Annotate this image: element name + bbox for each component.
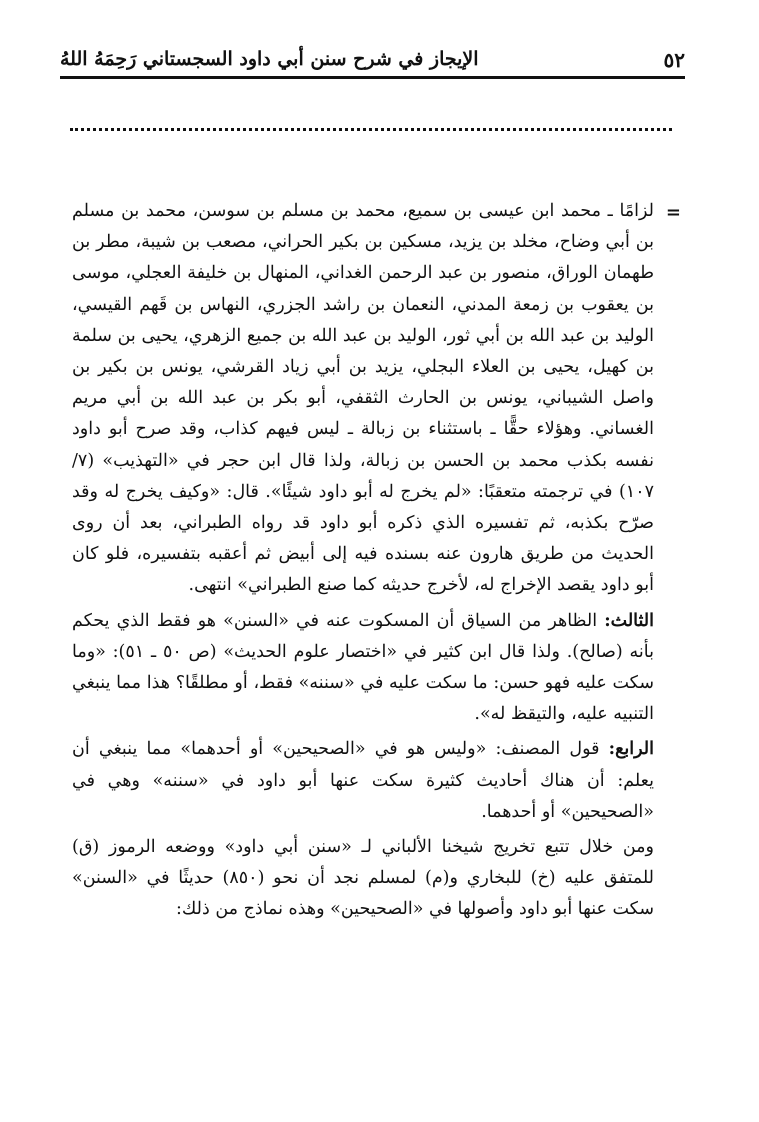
page-header: [60, 40, 685, 79]
page-number: ٥٢: [663, 48, 685, 72]
paragraph-2: [72, 606, 654, 731]
paragraph-text: الظاهر من السياق أن المسكوت عنه في «السنن» هو فقط الذي يحكم بأنه (صالح). ولذا قال ابن كثير في «اختصار علوم الحديث» (ص ٥٠ ـ ٥١): «وما سكت عليه فهو حسن: ما سكت عليه في «سننه» فقط، أو مطلقًا؟ هذا مما ينبغي التنبيه عليه، والتيقظ له».: [72, 610, 654, 725]
paragraph-lead: الرابع:: [608, 739, 654, 760]
dotted-separator: [70, 128, 672, 131]
running-title: الإيجاز في شرح سنن أبي داود السجستاني رَحِمَهُ اللهُ: [60, 48, 479, 70]
paragraph-1: [72, 196, 654, 602]
paragraph-lead: الثالث:: [604, 610, 654, 631]
continuation-marker: =: [665, 202, 681, 223]
paragraph-3: [72, 734, 654, 828]
paragraph-text: ومن خلال تتبع تخريج شيخنا الألباني لـ «سنن أبي داود» ووضعه الرموز (ق) للمتفق عليه (خ) للبخاري و(م) لمسلم نجد أن نحو (٨٥٠) حديثًا في «السنن» سكت عنها أبو داود وأصولها في «الصحيحين» وهذه نماذج من ذلك:: [72, 837, 654, 920]
paragraph-text: قول المصنف: «وليس هو في «الصحيحين» أو أحدهما» مما ينبغي أن يعلم: أن هناك أحاديث كثيرة سكت عنها أبو داود في «سننه» وهي في «الصحيحين» أو أحدهما.: [72, 739, 654, 822]
body-text: [72, 196, 654, 930]
paragraph-4: [72, 832, 654, 926]
paragraph-text: لزامًا ـ محمد ابن عيسى بن سميع، محمد بن مسلم بن سوسن، محمد بن مسلم بن أبي وضاح، مخلد بن يزيد، مسكين بن بكير الحراني، مصعب بن شيبة، مطر بن طهمان الوراق، منصور بن عبد الرحمن الغداني، المنهال بن خليفة العجلي، موسى بن يعقوب بن زمعة المدني، النعمان بن راشد الجزري، النهاس بن قَهم القيسي، الوليد بن عبد الله بن أبي ثور، الوليد بن عبد الله بن جميع الزهري، يحيى بن سلمة بن كهيل، يحيى بن العلاء البجلي، يزيد بن أبي زياد القرشي، يونس بن بكير بن واصل الشيباني، يونس بن الحارث الثقفي، أبو بكر بن عبد الله بن أبي مريم الغساني. وهؤلاء حقًّا ـ باستثناء بن زبالة ـ ليس فيهم كذاب، وقد صرح أبو داود نفسه بكذب محمد بن الحسن بن زبالة، ولذا قال ابن حجر في «التهذيب» (٧/ ١٠٧) في ترجمته متعقبًا: «لم يخرج له أبو داود شيئًا». قال: «وكيف يخرج له وقد صرّح بكذبه، ثم تفسيره الذي ذكره أبو داود قد رواه الطبراني، بعد أن روى الحديث من طريق هارون عنه بسنده فيه إلى أبيض ثم أعقبه بتفسيره، فلو كان أبو داود يقصد الإخراج له، لأخرج حديثه كما صنع الطبراني» انتهى.: [72, 201, 654, 596]
